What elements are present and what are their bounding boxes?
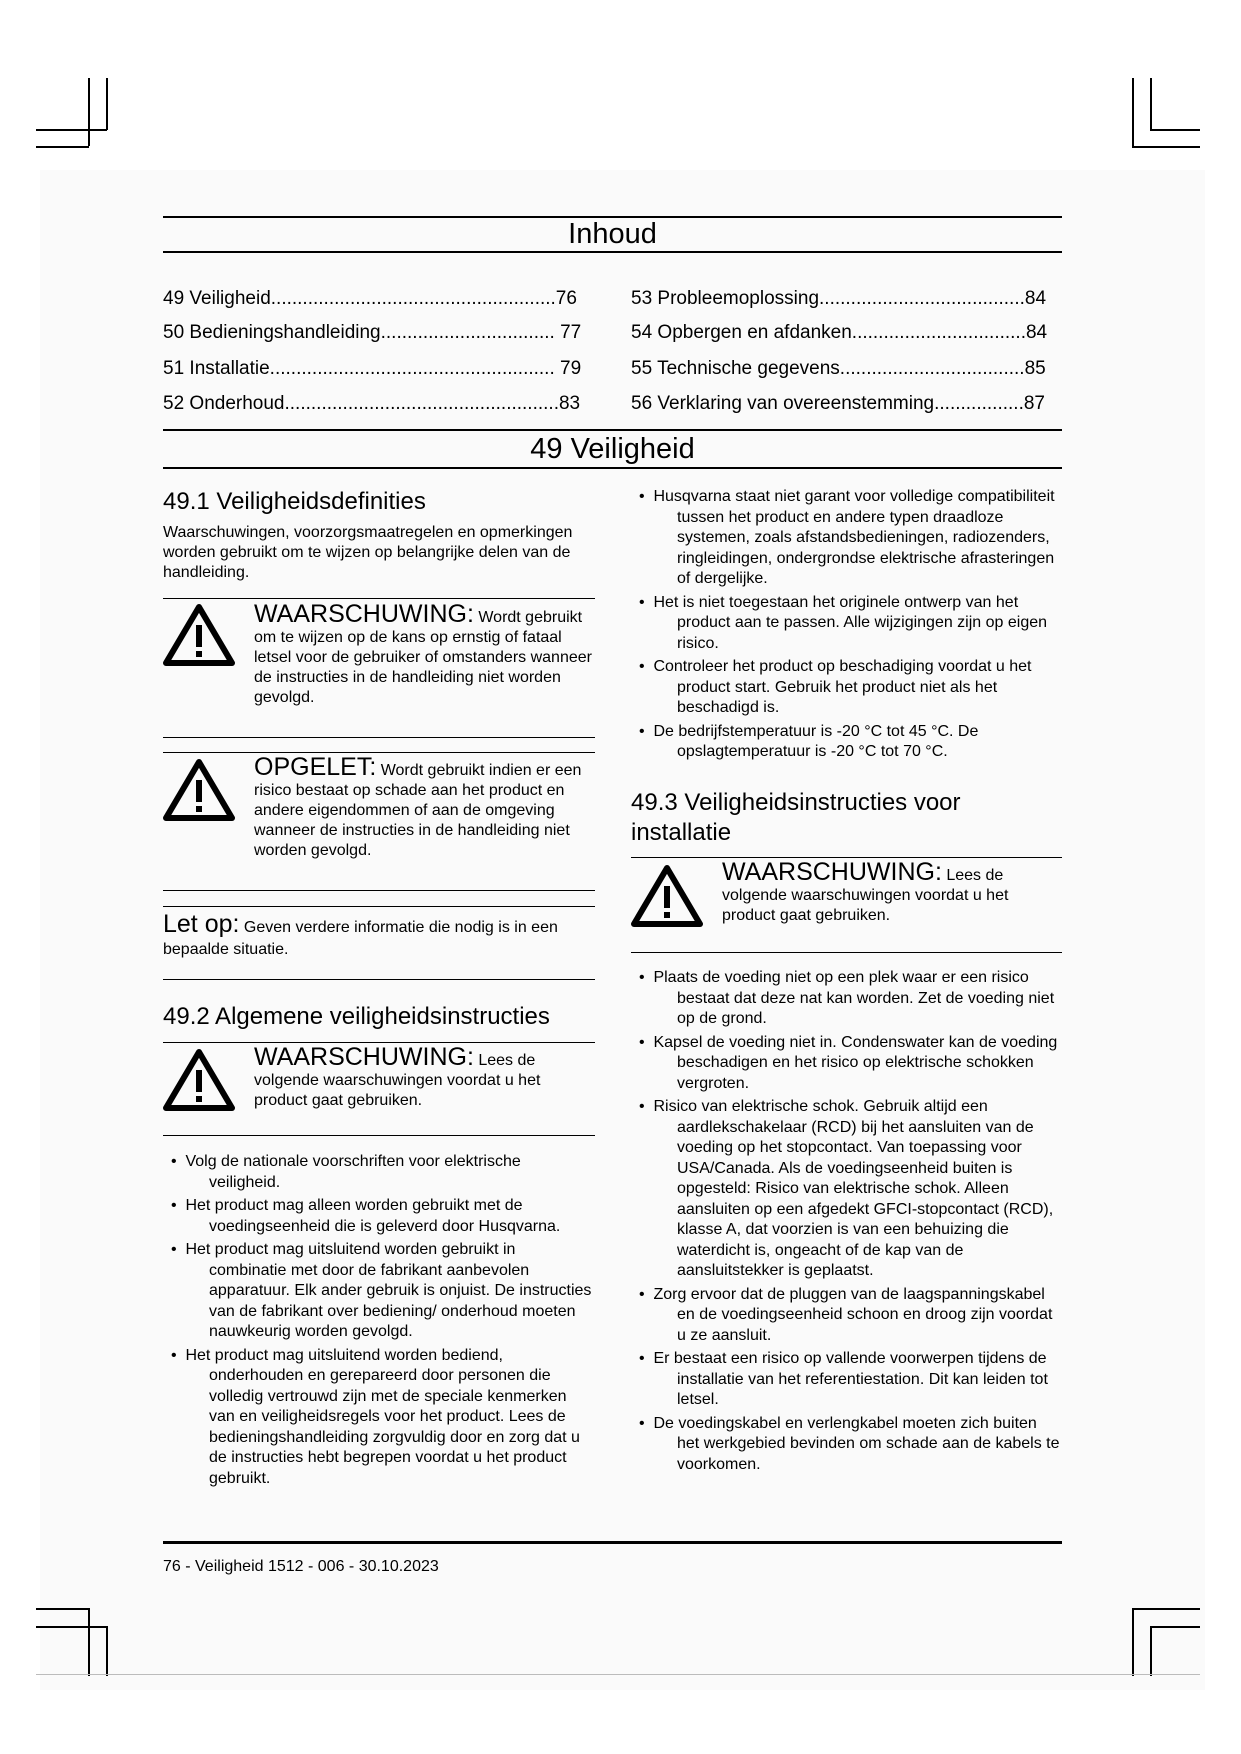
section-49-3 bbox=[631, 788, 1062, 848]
toc-entry[interactable]: 55 Technische gegevens...................................85 bbox=[631, 358, 1046, 379]
bullet-list bbox=[163, 1152, 595, 1492]
caution-label: OPGELET: bbox=[254, 753, 377, 781]
warning-triangle-icon bbox=[163, 758, 235, 822]
warning-description bbox=[254, 1043, 584, 1111]
list-item: • Kapsel de voeding niet in. Condenswater kan de voeding beschadigen en het risico op elektrische schokken vergroten. bbox=[639, 1033, 1058, 1092]
footer-rule bbox=[163, 1541, 1062, 1544]
section-intro: Waarschuwingen, voorzorgsmaatregelen en opmerkingen worden gebruikt om te wijzen op belangrijke delen van de handleiding. bbox=[163, 524, 573, 581]
list-item: • Er bestaat een risico op vallende voorwerpen tijdens de installatie van het referentiestation. Dit kan leiden tot letsel. bbox=[639, 1350, 1048, 1408]
toc-title-rule bbox=[163, 251, 1062, 253]
list-item: • Plaats de voeding niet op een plek waar er een risico bestaat dat deze nat kan worden. Zet de voeding niet op de grond. bbox=[639, 969, 1055, 1027]
warning-triangle-icon bbox=[163, 603, 235, 667]
warning-description bbox=[254, 600, 595, 708]
caution-text: Wordt gebruikt indien er een risico bestaat op schade aan het product en andere eigendommen of aan de omgeving wanneer de instructies in de handleiding niet worden gevolgd. bbox=[254, 762, 582, 859]
warning-label: WAARSCHUWING: bbox=[722, 858, 942, 886]
toc-title: Inhoud bbox=[568, 218, 657, 250]
caution-description bbox=[254, 753, 595, 861]
page-footer: 76 - Veiligheid 1512 - 006 - 30.10.2023 bbox=[163, 1558, 439, 1575]
chapter-top-rule bbox=[163, 429, 1062, 431]
section-49-1 bbox=[163, 487, 595, 583]
list-item: • De voedingskabel en verlengkabel moeten zich buiten het werkgebied bevinden om schade aan de kabels te voorkomen. bbox=[639, 1414, 1060, 1473]
chapter-title: 49 Veiligheid bbox=[530, 433, 695, 465]
warning-label: WAARSCHUWING: bbox=[254, 1043, 474, 1071]
warning-text: Lees de volgende waarschuwingen voordat u het product gaat gebruiken. bbox=[722, 867, 1009, 924]
toc-entry[interactable]: 56 Verklaring van overeenstemming.................87 bbox=[631, 393, 1045, 414]
list-item: • Volg de nationale voorschriften voor elektrische veiligheid. bbox=[171, 1153, 521, 1191]
list-item: • Het product mag alleen worden gebruikt met de voedingseenheid die is geleverd door Husqvarna. bbox=[171, 1197, 561, 1235]
list-item: • Het product mag uitsluitend worden bediend, onderhouden en gerepareerd door personen die volledig vertrouwd zijn met de speciale kenmerken van en veiligheidsregels voor het product. Lees de bedieningshandleiding zorgvuldig door en zorg dat u de instructies hebt begrepen voordat u het product gebruikt. bbox=[171, 1346, 580, 1487]
warning-description bbox=[722, 858, 1052, 926]
chapter-title-rule bbox=[163, 467, 1062, 469]
note-box bbox=[163, 906, 595, 980]
note-label: Let op: bbox=[163, 910, 240, 938]
note-description bbox=[163, 910, 595, 961]
toc-entry[interactable]: 49 Veiligheid......................................................76 bbox=[163, 288, 577, 309]
warning-box bbox=[631, 857, 1062, 953]
caution-box bbox=[163, 752, 595, 891]
toc-entry[interactable]: 51 Installatie...................................................... 79 bbox=[163, 358, 582, 379]
toc-entry[interactable]: 50 Bedieningshandleiding................................. 77 bbox=[163, 322, 582, 343]
warning-label: WAARSCHUWING: bbox=[254, 600, 474, 628]
section-49-2 bbox=[163, 1002, 595, 1032]
note-text: Geven verdere informatie die nodig is in een bepaalde situatie. bbox=[163, 919, 558, 958]
toc-entry[interactable]: 53 Probleemoplossing.......................................84 bbox=[631, 288, 1047, 309]
warning-text: Wordt gebruikt om te wijzen op de kans op ernstig of fataal letsel voor de gebruiker of omstanders wanneer de instructies in de handleiding niet worden gevolgd. bbox=[254, 609, 592, 706]
section-heading: 49.3 Veiligheidsinstructies voor installatie bbox=[631, 789, 961, 846]
bullet-list bbox=[631, 487, 1062, 766]
warning-triangle-icon bbox=[163, 1048, 235, 1112]
warning-text: Lees de volgende waarschuwingen voordat u het product gaat gebruiken. bbox=[254, 1052, 541, 1109]
toc-entry[interactable]: 52 Onderhoud....................................................83 bbox=[163, 393, 581, 414]
list-item: • De bedrijfstemperatuur is -20 °C tot 45 °C. De opslagtemperatuur is -20 °C tot 70 °C. bbox=[639, 722, 979, 760]
list-item: • Het product mag uitsluitend worden gebruikt in combinatie met door de fabrikant aanbevolen apparatuur. Elk ander gebruik is onjuist. De instructies van de fabrikant over bediening/ onderhoud moeten nauwkeurig worden gevolgd. bbox=[171, 1241, 592, 1340]
list-item: • Risico van elektrische schok. Gebruik altijd een aardlekschakelaar (RCD) bij het aansluiten van de voeding op het stopcontact. Van toepassing voor USA/Canada. Als de voedingseenheid buiten is opgesteld: Risico van elektrische schok. Alleen aansluiten op een afgedekt GFCI-stopcontact (RCD), klasse A, dat voorzien is van een behuizing die waterdicht is, ongeacht of de kap van de aansluitstekker is geplaatst. bbox=[639, 1098, 1054, 1279]
list-item: • Het is niet toegestaan het originele ontwerp van het product aan te passen. Alle wijzigingen zijn op eigen risico. bbox=[639, 593, 1048, 652]
toc-entry[interactable]: 54 Opbergen en afdanken.................................84 bbox=[631, 322, 1048, 343]
list-item: • Controleer het product op beschadiging voordat u het product start. Gebruik het product niet als het beschadigd is. bbox=[639, 658, 1032, 716]
warning-box bbox=[163, 1042, 595, 1136]
bullet-list bbox=[631, 968, 1062, 1478]
warning-box bbox=[163, 598, 595, 738]
section-heading: 49.1 Veiligheidsdefinities bbox=[163, 488, 426, 515]
list-item: • Zorg ervoor dat de pluggen van de laagspanningskabel en de voedingseenheid schoon en droog zijn voordat u ze aansluit. bbox=[639, 1285, 1053, 1344]
warning-triangle-icon bbox=[631, 864, 703, 928]
list-item: • Husqvarna staat niet garant voor volledige compatibiliteit tussen het product en andere typen draadloze systemen, zoals afstandsbedieningen, radiozenders, ringleidingen, ondergrondse elektrische afrasteringen of dergelijke. bbox=[639, 488, 1055, 587]
section-heading: 49.2 Algemene veiligheidsinstructies bbox=[163, 1003, 550, 1030]
